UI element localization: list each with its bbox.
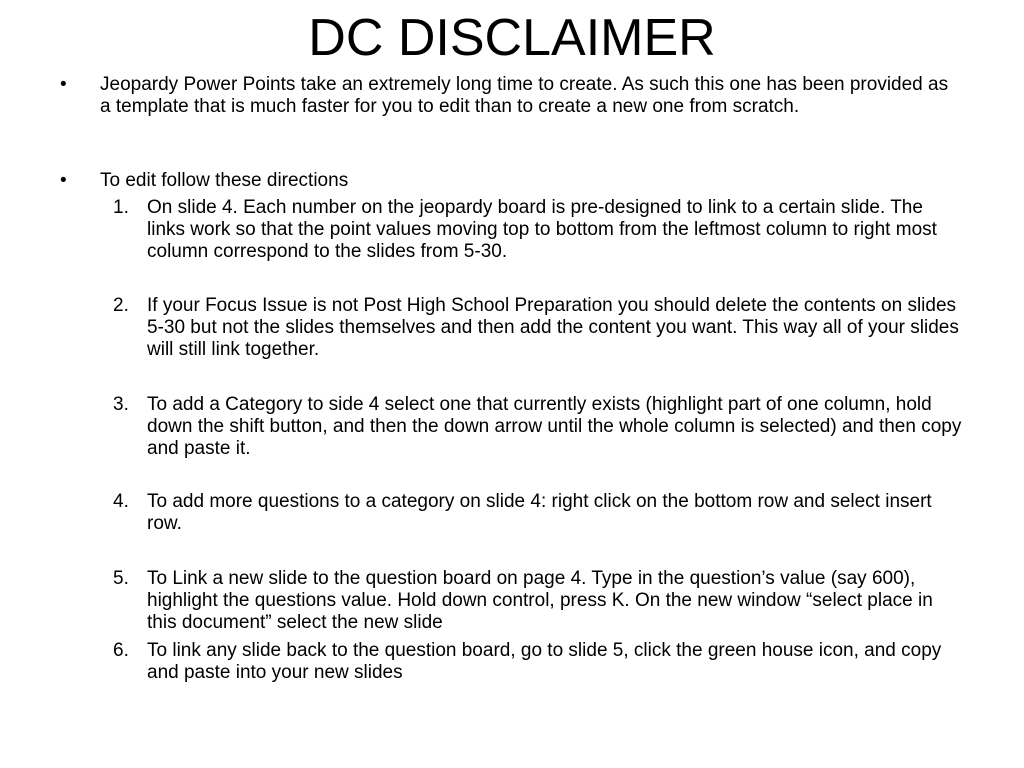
step-text: To Link a new slide to the question board on page 4. Type in the question’s value (say 600), highlight the questions value. Hold down control, press K. On the new window “select place in this document” select the new slide — [147, 568, 933, 633]
step-number: 6. — [113, 640, 129, 661]
bullet-dot: • — [60, 74, 67, 95]
step-text: To link any slide back to the question board, go to slide 5, click the green house icon, and copy and paste into your new slides — [147, 640, 942, 683]
step-number: 2. — [113, 295, 129, 316]
step-number: 1. — [113, 197, 129, 218]
step-number: 5. — [113, 568, 129, 589]
bullet-dot: • — [60, 170, 67, 191]
bullet-text: To edit follow these directions — [100, 170, 349, 191]
step-number: 3. — [113, 394, 129, 415]
step-number: 4. — [113, 491, 129, 512]
step-text: On slide 4. Each number on the jeopardy board is pre-designed to link to a certain slide. The links work so that the point values moving top to bottom from the leftmost column to right most column correspond to the slides from 5-30. — [147, 197, 937, 262]
step-text: If your Focus Issue is not Post High School Preparation you should delete the contents on slides 5-30 but not the slides themselves and then add the content you want. This way all of your slides will still link together. — [147, 295, 959, 360]
slide-title: DC DISCLAIMER — [308, 9, 716, 67]
bullet-text: Jeopardy Power Points take an extremely long time to create. As such this one has been provided as a template that is much faster for you to edit than to create a new one from scratch. — [100, 74, 949, 117]
step-text: To add a Category to side 4 select one that currently exists (highlight part of one column, hold down the shift button, and then the down arrow until the whole column is selected) and then copy and paste it. — [147, 394, 962, 459]
step-text: To add more questions to a category on slide 4: right click on the bottom row and select insert row. — [147, 491, 932, 534]
